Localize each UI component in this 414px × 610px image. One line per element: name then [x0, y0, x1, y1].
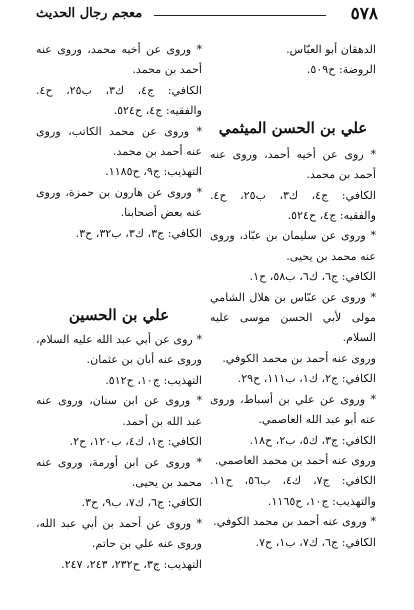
entry-paragraph: الكافي: ج٣، ك٣، ب٣٢، ح٣.: [75, 226, 202, 240]
entry-paragraph: * وروى عن أخيه محمد، وروى عنه أحمد بن محمد.: [36, 43, 202, 77]
entry-paragraph: * وروى عن هارون بن حمزة، وروى عنه بعض أصحابنا.: [36, 185, 202, 220]
entry-paragraph: الروضة: ح٥٠٩.: [306, 63, 376, 77]
entry-paragraph: * وروى عن ابن أورمة، وروى عنه محمد بن يحيى.: [36, 455, 202, 489]
entry-paragraph: * وروى عن محمد الكاتب، وروى عنه أحمد بن محمد.: [36, 124, 202, 159]
entry-paragraph: الكافي: ج١، ك٤، ب١٢٠، ح٢.: [69, 435, 202, 449]
entry-paragraph: الكافي: ج٦، ك٧، ب٩، ح٣.: [81, 496, 202, 510]
entry-paragraph: الكافي: ج٢، ك١، ب١١١، ح٢٩.: [237, 372, 376, 386]
left-column: [36, 40, 202, 575]
book-title: معجم رجال الحديث: [36, 6, 143, 21]
entry-paragraph: الكافي: ج٧، ك٤، ب٥٦، ح١١. والتهذيب: ج١٠، ح١١٦٥.: [210, 474, 376, 508]
entry-heading: علي بن الحسن الميثمي: [218, 118, 368, 137]
entry-paragraph: التهذيب: ج٣، ح٢٣٢، ٢٤٣، ٢٤٧.: [61, 557, 202, 571]
entry-paragraph: * روى عن أبي عبد الله عليه السلام، وروى عنه أبان بن عثمان.: [36, 333, 202, 367]
page-number: ٥٧٨: [350, 4, 378, 24]
entry-paragraph: وروى عنه أحمد بن محمد الكوفي.: [222, 351, 376, 365]
entry-paragraph: الكافي: ج٦، ك٦، ب٥٨، ح١.: [249, 270, 376, 284]
entry-paragraph: التهذيب: ج٩، ح١١٨٥.: [105, 165, 202, 179]
right-column: [210, 40, 376, 553]
entry-paragraph: وروى عنه أحمد بن محمد العاصمي.: [214, 453, 376, 467]
entry-paragraph: الكافي: ج٤، ك٣، ب٢٥، ح٤. والفقيه: ج٤، ح٥٢٤.: [210, 188, 376, 223]
entry-paragraph: * وروى عنه أحمد بن محمد الكوفي.: [213, 515, 376, 529]
running-header: [36, 4, 378, 26]
entry-paragraph: الكافي: ج٣، ك٥، ب٢، ح١٨.: [249, 433, 376, 447]
entry-paragraph: * وروى عن أحمد بن أبي عبد الله، وروى عنه علي بن حاتم.: [36, 516, 202, 551]
entry-paragraph: * وروى عن عبّاس بن هلال الشامي مولى لأبي الحسن موسى عليه السلام.: [210, 290, 376, 345]
entry-heading: علي بن الحسين: [68, 306, 170, 325]
entry-paragraph: الكافي: ج٦، ك٧، ب١، ح٧.: [255, 535, 376, 549]
entry-paragraph: التهذيب: ج١٠، ح٥١٢.: [105, 373, 202, 387]
entry-paragraph: * وروى عن علي بن أسباط، وروى عنه أبو عبد الله العاصمي.: [210, 392, 376, 427]
entry-paragraph: * وروى عن سليمان بن عبّاد، وروى عنه محمد بن يحيى.: [210, 229, 376, 263]
entry-paragraph: * وروى عن ابن سنان، وروى عنه عبد الله بن أحمد.: [36, 394, 202, 428]
entry-paragraph: الدهقان أبو العبّاس.: [286, 43, 376, 56]
entry-paragraph: الكافي: ج٤، ك٣، ب٢٥، ح٤. والفقيه: ج٤، ح٥٢٤.: [36, 83, 202, 118]
entry-paragraph: * روى عن أخيه أحمد، وروى عنه أحمد بن محمد.: [210, 147, 376, 182]
header-rule: [154, 15, 326, 16]
